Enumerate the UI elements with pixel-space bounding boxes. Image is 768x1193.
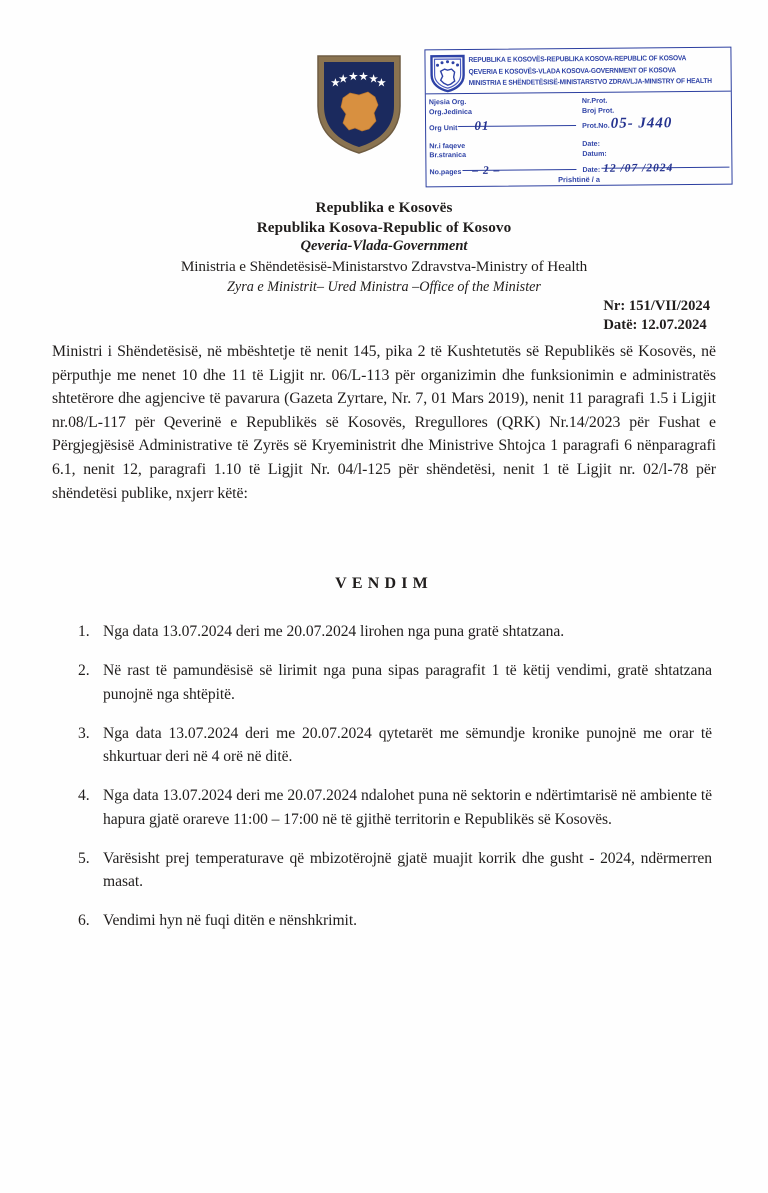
stamp-date-label-sq: Date:	[582, 140, 601, 149]
decision-text: Varësisht prej temperaturave që mbizotërojnë gjatë muajit korrik dhe gusht - 2024, ndërmerren masat.	[103, 849, 712, 890]
title-line-republic-sq: Republika e Kosovës	[315, 199, 453, 216]
stamp-pages-value: – 2 –	[472, 164, 501, 177]
decision-list-item	[78, 909, 712, 933]
document-date: Datë: 12.07.2024	[603, 316, 707, 333]
protocol-stamp	[424, 47, 732, 188]
stamp-protocol-label-sr: Broj Prot.	[581, 106, 615, 115]
decision-text: Në rast të pamundësisë së lirimit nga puna sipas paragrafit 1 të këtij vendimi, gratë shtatzana punojnë nga shtëpitë.	[103, 662, 712, 703]
stamp-shield-icon	[428, 53, 466, 93]
stamp-org-lines	[468, 51, 728, 90]
decision-text: Nga data 13.07.2024 deri me 20.07.2024 qytetarët me sëmundje kronike punojnë me orar të shkurtuar deri në 4 orë në ditë.	[103, 724, 712, 765]
decision-number: 6.	[78, 912, 90, 929]
stamp-header	[425, 48, 730, 95]
kosovo-coat-of-arms-icon	[312, 50, 406, 158]
document-meta	[603, 297, 710, 334]
stamp-left-column	[428, 97, 577, 177]
stamp-protocol-label-sq: Nr.Prot.	[581, 96, 608, 105]
decision-list-item	[78, 722, 712, 769]
document-header	[0, 46, 768, 191]
stamp-pages-label-en: No.pages	[429, 167, 462, 177]
stamp-org-unit-value: 01	[474, 117, 490, 134]
stamp-protocol-field	[582, 96, 729, 133]
document-number: Nr: 151/VII/2024	[603, 298, 710, 314]
stamp-org-unit-field	[429, 97, 576, 134]
legal-preamble: Ministri i Shëndetësisë, në mbështetje të nenit 145, pika 2 të Kushtetutës së Republikës së Kosovës, në përputhje me nenet 10 dhe 11 të Ligjit nr. 06/L-113 për organizimin dhe funksionimin e administratës shtetërore dhe agjencive të pavarura (Gazeta Zyrtare, Nr. 7, 01 Mars 2019), nenit 11 paragrafi 1.5 i Ligjit nr.08/L-117 për Qeverinë e Republikës së Kosovës, Rregullores (QRK) Nr.14/2023 për Fushat e Përgjegjësisë Administrative të Zyrës së Kryeministrit dhe Ministrive Shtojca 1 paragrafi 6 nënparagrafi 6.1, nenit 12, paragrafi 1.10 të Ligjit Nr. 04/l-125 për shëndetësi, nenit 1 të Ligjit nr. 02/l-78 për shëndetësi publike, nxjerr këtë:	[52, 343, 716, 502]
decision-list-item	[78, 847, 712, 894]
stamp-org-unit-label-en: Org Unit	[429, 124, 458, 133]
stamp-pages-rule	[462, 160, 576, 177]
stamp-org-unit-label-sq: Njesia Org.	[428, 97, 467, 107]
decision-text: Nga data 13.07.2024 deri me 20.07.2024 lirohen nga puna gratë shtatzana.	[103, 623, 565, 640]
title-line-office: Zyra e Ministrit– Ured Ministra –Office of the Minister	[227, 278, 541, 295]
ministry-title-block	[0, 198, 768, 297]
decision-text: Vendimi hyn në fuqi ditën e nënshkrimit.	[103, 912, 357, 929]
decision-heading: VENDIM	[335, 575, 433, 592]
decision-number: 1.	[78, 623, 90, 640]
stamp-org-line-2: QEVERIA E KOSOVËS-VLADA KOSOVA-GOVERNMENT OF KOSOVA	[468, 66, 677, 76]
title-line-government: Qeveria-Vlada-Government	[300, 238, 468, 254]
stamp-date-value: 12 /07 /2024	[603, 162, 674, 176]
decision-number: 2.	[78, 662, 90, 679]
decision-number: 4.	[78, 787, 90, 804]
stamp-date-rule	[601, 158, 729, 176]
stamp-pages-label-sq: Nr.i faqeve	[429, 141, 466, 151]
stamp-date-field	[582, 139, 729, 176]
decision-text: Nga data 13.07.2024 deri me 20.07.2024 ndalohet puna në sektorin e ndërtimtarisë në ambiente të hapura gjatë orareve 11:00 – 17:00 në të gjithë territorin e Republikës së Kosovës.	[103, 787, 712, 828]
stamp-fields	[426, 92, 732, 177]
stamp-city-label: Prishtinë / a	[558, 174, 601, 185]
decision-list-item	[78, 620, 712, 644]
decision-list-item	[78, 784, 712, 831]
stamp-org-unit-label-sr: Org.Jedinica	[428, 107, 472, 116]
title-line-ministry: Ministria e Shëndetësisë-Ministarstvo Zdravstva-Ministry of Health	[180, 257, 588, 275]
stamp-pages-label-sr: Br.stranica	[429, 151, 467, 160]
stamp-protocol-value: 05- J440	[610, 115, 673, 132]
stamp-org-line-3: MINISTRIA E SHËNDETËSISË-MINISTARSTVO ZDRAVLJA-MINISTRY OF HEALTH	[468, 77, 712, 88]
stamp-pages-field	[429, 141, 576, 178]
decision-number: 5.	[78, 849, 90, 867]
decision-list-item	[78, 659, 712, 706]
decision-number: 3.	[78, 724, 90, 742]
decision-list	[78, 620, 712, 948]
stamp-right-column	[576, 96, 730, 176]
stamp-org-unit-rule	[458, 116, 576, 134]
stamp-date-label-sr: Datum:	[582, 149, 607, 158]
title-line-republic-multi: Republika Kosova-Republic of Kosovo	[256, 218, 512, 236]
stamp-protocol-label-en: Prot.No.	[582, 121, 610, 131]
stamp-date-label-en: Date:	[582, 166, 601, 175]
stamp-org-line-1: REPUBLIKA E KOSOVËS-REPUBLIKA KOSOVA-REPUBLIC OF KOSOVA	[468, 54, 687, 65]
